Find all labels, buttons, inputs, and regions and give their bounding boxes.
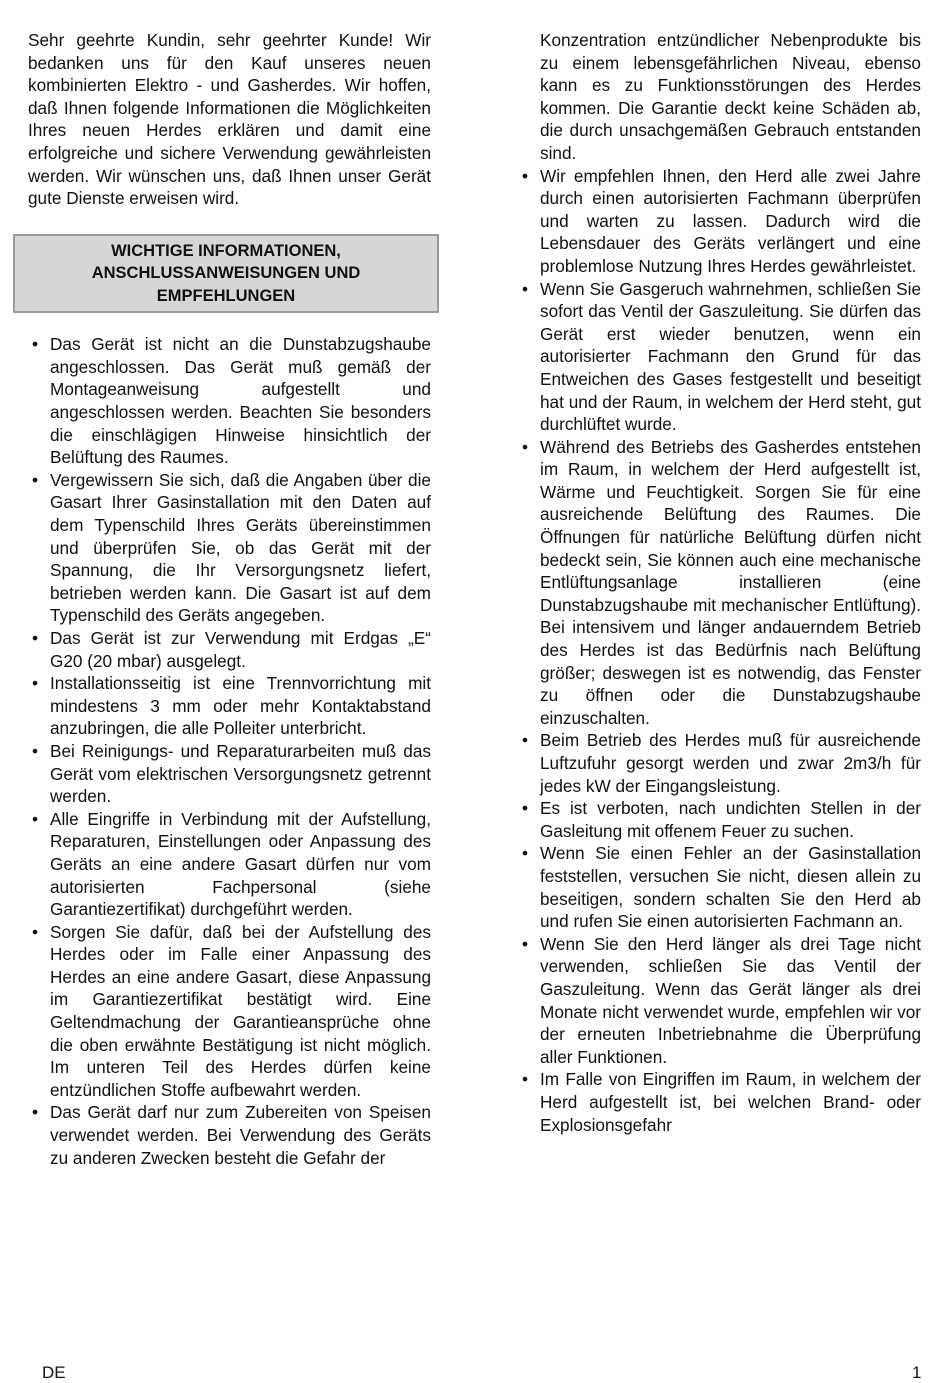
list-item-text: Während des Betriebs des Gasherdes entstehen im Raum, in welchem der Herd aufgestellt ist, Wärme und Feuchtigkeit. Sorgen Sie für eine ausreichende Belüftung des Raumes. Die Öffnungen für natürliche Belüftung dürfen nicht bedeckt sein, Sie können auch eine mechanische Entlüftungsanlage installieren (eine Dunstabzugshaube mit mechanischer Entlüftung). Bei intensivem und länger andauerndem Betrieb des Herdes ist das Bedürfnis nach Belüftung größer; deswegen ist es notwendig, das Fenster zu öffnen oder die Dunstabzugshaube einzuschalten. <box>540 436 921 728</box>
bullet-icon: • <box>521 278 529 299</box>
list-item-text: Bei Reinigungs- und Reparaturarbeiten muß das Gerät vom elektrischen Versorgungsnetz getrennt werden. <box>50 740 431 807</box>
bullet-icon: • <box>31 1102 39 1123</box>
list-item <box>28 808 431 921</box>
bullet-icon: • <box>31 808 39 829</box>
heading-line-1: WICHTIGE INFORMATIONEN, <box>111 241 341 260</box>
list-item-text: Wenn Sie Gasgeruch wahrnehmen, schließen Sie sofort das Ventil der Gaszuleitung. Sie dürfen das Gerät erst wieder benutzen, wenn ein autorisierter Fachmann den Grund für das Entweichen des Gases festgestellt und beseitigt hat und der Raum, in welchem der Herd steht, gut durchlüftet wurde. <box>540 278 921 435</box>
list-item-text: Wenn Sie einen Fehler an der Gasinstallation feststellen, versuchen Sie nicht, diesen allein zu beseitigen, sondern schalten Sie den Herd ab und rufen Sie einen autorisierten Fachmann an. <box>540 843 921 932</box>
list-item <box>518 933 921 1069</box>
intro-section <box>28 29 431 210</box>
bullet-icon: • <box>31 469 39 490</box>
list-item <box>28 469 431 627</box>
list-item <box>518 1068 921 1136</box>
list-item <box>28 1101 431 1169</box>
list-item <box>518 436 921 730</box>
bullet-icon: • <box>521 1069 529 1090</box>
list-item <box>28 921 431 1102</box>
list-item <box>518 165 921 278</box>
list-item-text: Alle Eingriffe in Verbindung mit der Aufstellung, Reparaturen, Einstellungen oder Anpassung des Geräts an eine andere Gasart dürfen nur vom autorisierten Fachpersonal (siehe Garantiezertifikat) durchgeführt werden. <box>50 808 431 920</box>
heading-line-3: EMPFEHLUNGEN <box>156 286 296 305</box>
list-item-text: Es ist verboten, nach undichten Stellen in der Gasleitung mit offenem Feuer zu suchen. <box>540 798 921 841</box>
bullet-icon: • <box>31 921 39 942</box>
bullet-icon: • <box>31 334 39 355</box>
list-item <box>518 278 921 436</box>
bullet-icon: • <box>521 436 529 457</box>
list-item <box>518 797 921 842</box>
bullet-icon: • <box>521 165 529 186</box>
footer-language: DE <box>42 1363 66 1382</box>
list-item <box>28 627 431 672</box>
list-item-text: Beim Betrieb des Herdes muß für ausreichende Luftzufuhr gesorgt werden und zwar 2m3/h für jedes kW der Eingangsleistung. <box>540 730 921 796</box>
left-bullet-list <box>28 333 431 1169</box>
bullet-icon: • <box>521 843 529 864</box>
right-bullet-list <box>518 165 921 1137</box>
list-item <box>28 740 431 808</box>
list-item-text: Installationsseitig ist eine Trennvorrichtung mit mindestens 3 mm oder mehr Kontaktabstand anzubringen, die alle Polleiter unterbricht. <box>50 673 431 739</box>
list-item-text: Sorgen Sie dafür, daß bei der Aufstellung des Herdes oder im Falle einer Anpassung des Herdes an eine andere Gasart, diese Anpassung im Garantiezertifikat bestätigt wird. Eine Geltendmachung der Garantieansprüche ohne die oben erwähnte Bestätigung ist nicht möglich. Im unteren Teil des Herdes dürfen keine entzündlichen Stoffe aufbewahrt werden. <box>50 921 431 1100</box>
bullet-icon: • <box>521 933 529 954</box>
list-item-text: Wenn Sie den Herd länger als drei Tage nicht verwenden, schließen Sie das Ventil der Gaszuleitung. Wenn das Gerät länger als drei Monate nicht verwendet wurde, empfehlen wir vor der erneuten Inbetriebnahme die Überprüfung aller Funktionen. <box>540 933 921 1067</box>
list-item-text: Wir empfehlen Ihnen, den Herd alle zwei Jahre durch einen autorisierten Fachmann überprüfen und warten zu lassen. Dadurch wird die Lebensdauer des Geräts verlängert und eine problemlose Nutzung Ihres Herdes gewährleistet. <box>540 165 921 276</box>
list-item-text: Das Gerät ist nicht an die Dunstabzugshaube angeschlossen. Das Gerät muß gemäß der Montageanweisung aufgestellt und angeschlossen werden. Beachten Sie besonders die einschlägigen Hinweise hinsichtlich der Belüftung des Raumes. <box>50 334 431 468</box>
intro-paragraph: Sehr geehrte Kundin, sehr geehrter Kunde! Wir bedanken uns für den Kauf unseres neuen kombinierten Elektro - und Gasherdes. Wir hoffen, daß Ihnen folgende Informationen die Möglichkeiten Ihres neuen Herdes erklären und damit eine erfolgreiche und sichere Verwendung gewährleisten werden. Wir wünschen uns, daß Ihnen unser Gerät gute Dienste erweisen wird. <box>28 30 431 209</box>
bullet-icon: • <box>521 798 529 819</box>
section-heading-box <box>13 234 439 314</box>
list-item <box>518 842 921 932</box>
list-item-text: Im Falle von Eingriffen im Raum, in welchem der Herd aufgestellt ist, bei welchen Brand- oder Explosionsgefahr <box>540 1069 921 1135</box>
list-item-text: Das Gerät darf nur zum Zubereiten von Speisen verwendet werden. Bei Verwendung des Geräts zu anderen Zwecken besteht die Gefahr der <box>50 1102 431 1168</box>
bullet-icon: • <box>31 740 39 761</box>
continued-paragraph: Konzentration entzündlicher Nebenprodukte bis zu einem lebensgefährlichen Niveau, ebenso kann es zu Funktionsstörungen des Herdes kommen. Die Garantie deckt keine Schäden ab, die durch unsachgemäßen Gebrauch entstanden sind. <box>540 30 921 163</box>
right-column <box>518 29 921 1136</box>
bullet-icon: • <box>521 730 529 751</box>
heading-line-2: ANSCHLUSSANWEISUNGEN UND <box>91 264 361 283</box>
list-item <box>28 672 431 740</box>
list-item-text: Vergewissern Sie sich, daß die Angaben über die Gasart Ihrer Gasinstallation mit den Daten auf dem Typenschild Ihres Geräts übereinstimmen und überprüfen Sie, ob das Gerät mit der Spannung, die Ihr Versorgungsnetz liefert, betrieben werden kann. Die Gasart ist auf dem Typenschild des Geräts angegeben. <box>50 469 431 626</box>
bullet-icon: • <box>31 673 39 694</box>
bullet-icon: • <box>31 627 39 648</box>
left-column <box>28 29 431 1169</box>
page-number: 1 <box>912 1363 922 1382</box>
list-item <box>518 729 921 797</box>
list-item <box>28 333 431 469</box>
list-item-text: Das Gerät ist zur Verwendung mit Erdgas „E“ G20 (20 mbar) ausgelegt. <box>50 627 431 671</box>
